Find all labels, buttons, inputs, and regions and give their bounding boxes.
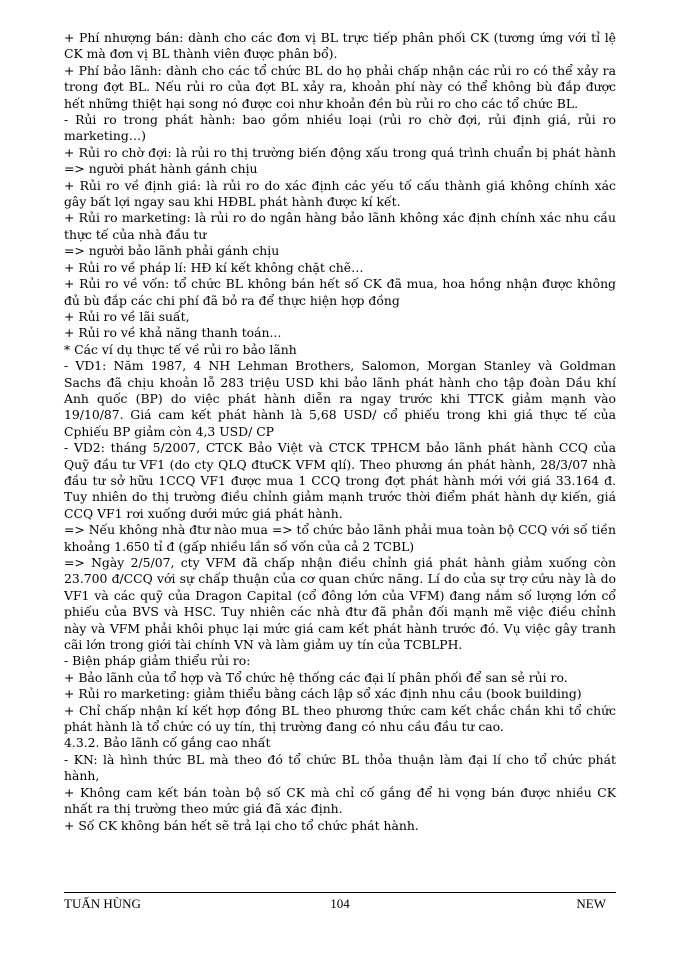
- paragraph: + Phí bảo lãnh: dành cho các tổ chức BL do họ phải chấp nhận các rủi ro có thể xảy ra trong đợt BL. Nếu rủi ro của đợt BL xảy ra, khoản phí này có thể không bù đắp được hết những thiệt hại song nó được coi như khoản đền bù rủi ro cho các tổ chức BL.: [64, 62, 616, 111]
- paragraph: => Ngày 2/5/07, cty VFM đã chấp nhận điều chỉnh giá phát hành giảm xuống còn 23.700 đ/CCQ với sự chấp thuận của cơ quan chức năng. Lí do của sự trợ cứu này là do VF1 và các quỹ của Dragon Capital (cổ đông lớn của VFM) đang nắm số lượng lớn cổ phiếu của BVS và HSC. Tuy nhiên các nhà đtư đã phản đối mạnh mẽ việc điều chỉnh này và VFM phải khôi phục lại mức giá cam kết phát hành trước đó. Vụ việc gây tranh cãi lớn trong giới tài chính VN và làm giảm uy tín của TCBLPH.: [64, 555, 616, 653]
- body-text: [64, 30, 616, 834]
- paragraph: + Chỉ chấp nhận kí kết hợp đồng BL theo phương thức cam kết chắc chắn khi tổ chức phát hành là tổ chức có uy tín, thị trường đang có nhu cầu đầu tư cao.: [64, 702, 616, 735]
- paragraph: + Bảo lãnh của tổ hợp và Tổ chức hệ thống các đại lí phân phối để san sẻ rủi ro.: [64, 669, 568, 685]
- section-heading: * Các ví dụ thực tế về rủi ro bảo lãnh: [64, 341, 297, 357]
- page-number: 104: [330, 896, 350, 911]
- footer-tag: NEW: [576, 896, 606, 911]
- footer-divider: [64, 892, 616, 893]
- paragraph: + Rủi ro về định giá: là rủi ro do xác định các yếu tố cấu thành giá không chính xác gây bất lợi ngay sau khi HĐBL phát hành được kí kết.: [64, 177, 616, 210]
- paragraph: + Rủi ro về lãi suất,: [64, 308, 190, 324]
- paragraph: + Rủi ro chờ đợi: là rủi ro thị trường biến động xấu trong quá trình chuẩn bị phát hành => người phát hành gánh chịu: [64, 144, 616, 177]
- paragraph: - KN: là hình thức BL mà theo đó tổ chức BL thỏa thuận làm đại lí cho tổ chức phát hành,: [64, 751, 616, 784]
- paragraph: - Rủi ro trong phát hành: bao gồm nhiều loại (rủi ro chờ đợi, rủi định giá, rủi ro marketing…): [64, 112, 616, 144]
- section-heading: - Biện pháp giảm thiểu rủi ro:: [64, 653, 251, 669]
- paragraph: + Rủi ro về pháp lí: HĐ kí kết không chặt chẽ…: [64, 259, 364, 275]
- footer-author: TUẤN HÙNG: [64, 896, 141, 911]
- paragraph: => Nếu không nhà đtư nào mua => tổ chức bảo lãnh phải mua toàn bộ CCQ với số tiền khoảng 1.650 tỉ đ (gấp nhiều lần số vốn của cả 2 TCBL): [64, 522, 616, 554]
- paragraph: + Không cam kết bán toàn bộ số CK mà chỉ cố gắng để hi vọng bán được nhiều CK nhất ra thị trường theo mức giá đã xác định.: [64, 784, 616, 817]
- page-footer: [64, 896, 616, 914]
- paragraph: - VD1: Năm 1987, 4 NH Lehman Brothers, Salomon, Morgan Stanley và Goldman Sachs đã chịu khoản lỗ 283 triệu USD khi bảo lãnh phát hành cho tập đoàn Dầu khí Anh quốc (BP) do việc phát hành diễn ra ngay trước khi TTCK giảm mạnh vào 19/10/87. Giá cam kết phát hành là 5,68 USD/ cổ phiếu trong khi giá thực tế của Cphiếu BP giảm còn 4,3 USD/ CP: [64, 358, 616, 439]
- paragraph: + Rủi ro về khả năng thanh toán...: [64, 325, 282, 341]
- paragraph: => người bảo lãnh phải gánh chịu: [64, 243, 280, 259]
- paragraph: - VD2: tháng 5/2007, CTCK Bảo Việt và CTCK TPHCM bảo lãnh phát hành CCQ của Quỹ đầu tư VF1 (do cty QLQ đtưCK VFM qlí). Theo phương án phát hành, 28/3/07 nhà đầu tư sở hữu 1CCQ VF1 được mua 1 CCQ trong đợt phát hành mới với giá 33.164 đ. Tuy nhiên do thị trường điều chỉnh giảm mạnh trước thời điểm phát hành dự kiến, giá CCQ VF1 rơi xuống dưới mức giá phát hành.: [64, 440, 616, 521]
- paragraph: + Rủi ro marketing: là rủi ro do ngân hàng bảo lãnh không xác định chính xác nhu cầu thực tế của nhà đầu tư: [64, 210, 616, 242]
- paragraph: + Rủi ro marketing: giảm thiểu bằng cách lập sổ xác định nhu cầu (book building): [64, 686, 582, 702]
- paragraph: + Số CK không bán hết sẽ trả lại cho tổ chức phát hành.: [64, 817, 419, 833]
- paragraph: + Rủi ro về vốn: tổ chức BL không bán hết số CK đã mua, hoa hồng nhận được không đủ bù đắp các chi phí đã bỏ ra để thực hiện hợp đồng: [64, 276, 616, 308]
- paragraph: + Phí nhượng bán: dành cho các đơn vị BL trực tiếp phân phối CK (tương ứng với tỉ lệ CK mà đơn vị BL thành viên được phân bổ).: [64, 30, 616, 62]
- section-heading: 4.3.2. Bảo lãnh cố gắng cao nhất: [64, 735, 271, 751]
